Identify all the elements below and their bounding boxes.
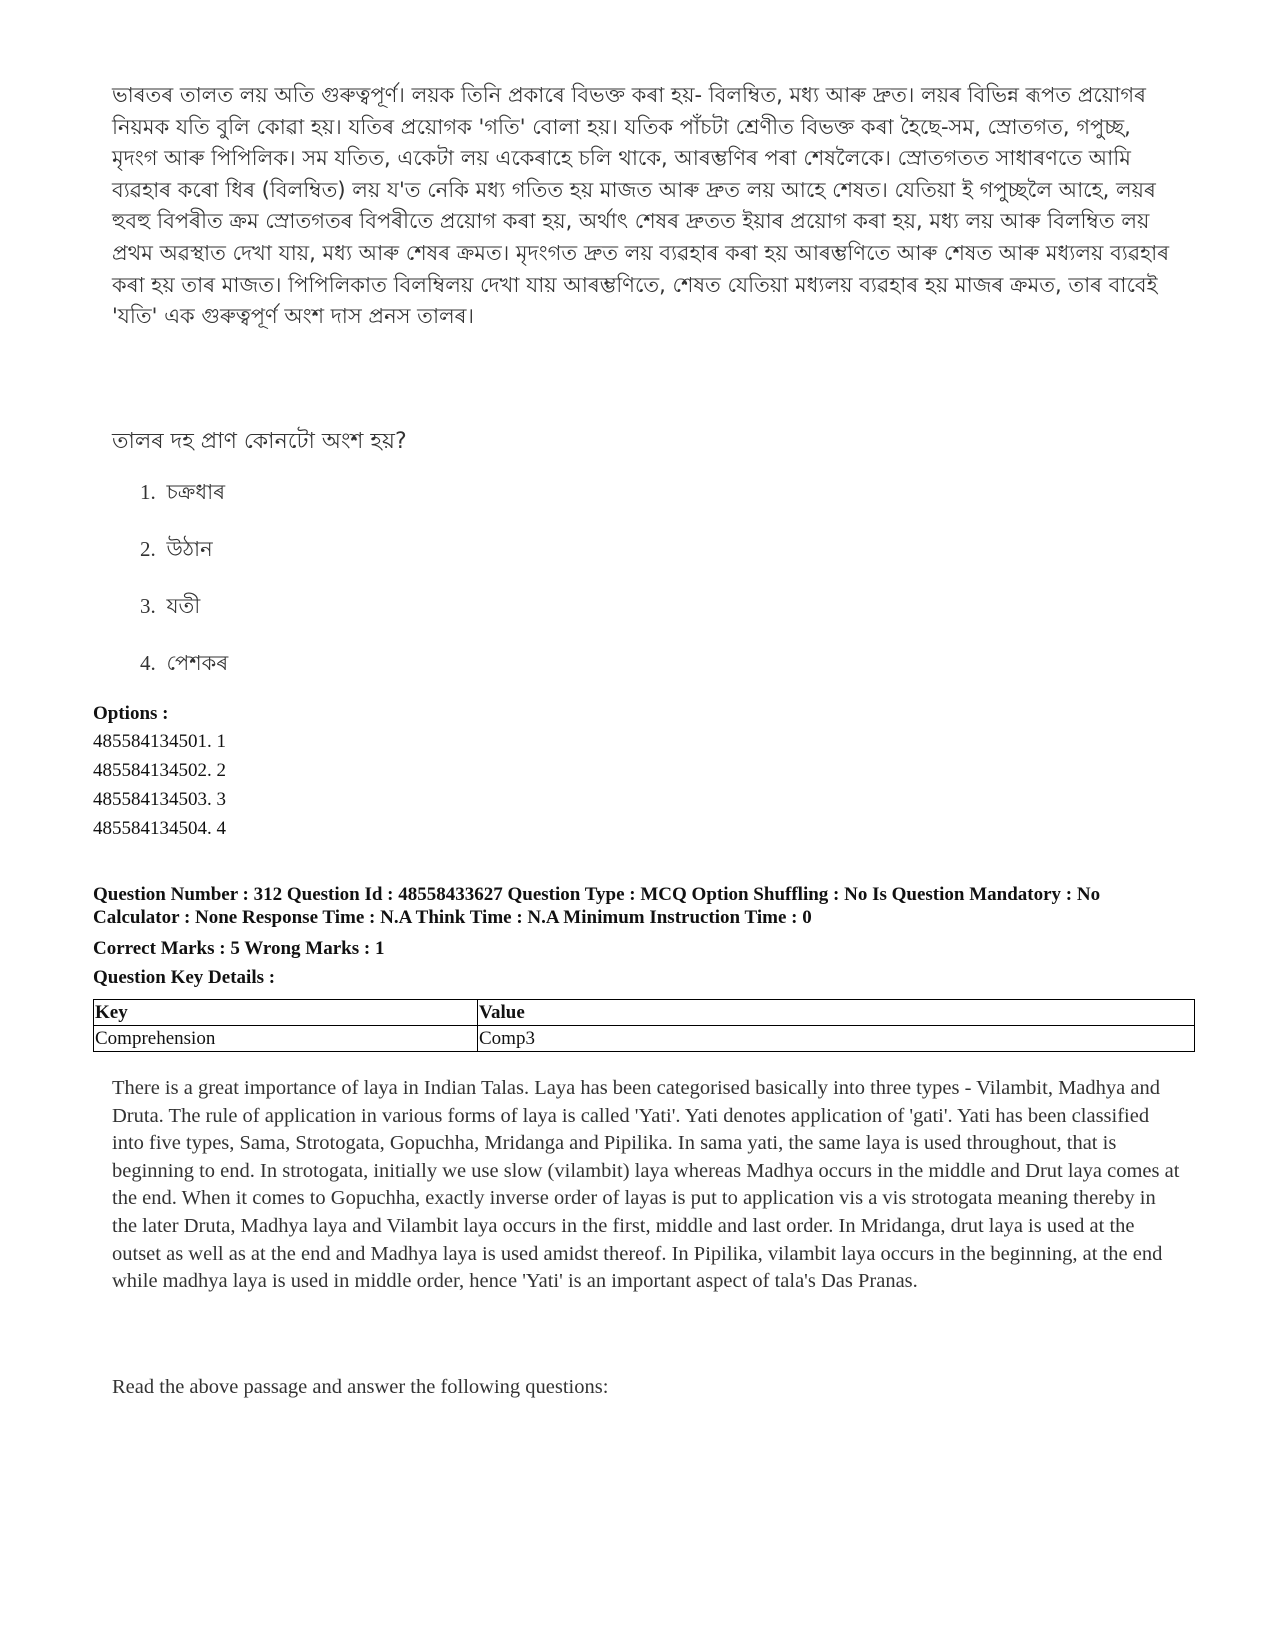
choice-text: চক্ৰধাৰ <box>166 480 226 504</box>
choice-number: 4. <box>140 651 156 675</box>
table-header-row <box>94 1000 1195 1026</box>
choice-item <box>140 533 228 590</box>
cell-value: Comp3 <box>478 1026 1195 1052</box>
key-details-heading: Question Key Details : <box>93 967 276 988</box>
table-row <box>94 1026 1195 1052</box>
instruction-text: Read the above passage and answer the following questions: <box>112 1376 609 1398</box>
header-key: Key <box>94 1000 478 1026</box>
choice-item <box>140 647 228 704</box>
option-id-item: 485584134504. 4 <box>93 818 226 839</box>
key-details-table <box>93 999 1195 1052</box>
cell-key: Comprehension <box>94 1026 478 1052</box>
choice-number: 3. <box>140 594 156 618</box>
choice-text: পেশকৰ <box>166 651 229 675</box>
choice-item <box>140 590 228 647</box>
option-id-item: 485584134501. 1 <box>93 731 226 752</box>
header-value: Value <box>478 1000 1195 1026</box>
answer-choices <box>140 476 228 704</box>
option-id-list <box>93 731 226 847</box>
choice-number: 1. <box>140 480 156 504</box>
options-heading: Options : <box>93 703 169 724</box>
choice-number: 2. <box>140 537 156 561</box>
question-text: তালৰ দহ প্ৰাণ কোনটো অংশ হয়? <box>112 429 407 454</box>
choice-item <box>140 476 228 533</box>
choice-text: যতী <box>166 594 201 618</box>
english-passage: There is a great importance of laya in Indian Talas. Laya has been categorised basically into three types - Vilambit, Madhya and Druta. The rule of application in various forms of laya is called 'Yati'. Yati denotes application of 'gati'. Yati has been classified into five types, Sama, Strotogata, Gopuchha, Mridanga and Pipilika. In sama yati, the same laya is used throughout, that is beginning to end. In strotogata, initially we use slow (vilambit) laya whereas Madhya occurs in the middle and Drut laya comes at the end. When it comes to Gopuchha, exactly inverse order of layas is put to application vis a vis strotogata meaning thereby in the later Druta, Madhya laya and Vilambit laya occurs in the first, middle and last order. In Mridanga, drut laya is used at the outset as well as at the end and Madhya laya is used amidst thereof. In Pipilika, vilambit laya occurs in the beginning, at the end while madhya laya is used in middle order, hence 'Yati' is an important aspect of tala's Das Pranas. <box>112 1077 1180 1293</box>
question-metadata: Question Number : 312 Question Id : 48558433627 Question Type : MCQ Option Shuffling : No Is Question Mandatory : No Calculator : None Response Time : N.A Think Time : N.A Minimum Instruction Time : 0 <box>93 884 1101 928</box>
option-id-item: 485584134502. 2 <box>93 760 226 781</box>
marks-line: Correct Marks : 5 Wrong Marks : 1 <box>93 938 385 959</box>
option-id-item: 485584134503. 3 <box>93 789 226 810</box>
choice-text: উঠান <box>166 537 213 561</box>
assamese-passage: ভাৰতৰ তালত লয় অতি গুৰুত্বপূৰ্ণ। লয়ক তিনি প্ৰকাৰে বিভক্ত কৰা হয়- বিলম্বিত, মধ্য আৰু দ্ৰুত। লয়ৰ বিভিন্ন ৰূপত প্ৰয়োগৰ নিয়মক যতি বুলি কোৱা হয়। যতিৰ প্ৰয়োগক 'গতি' বোলা হয়। যতিক পাঁচটা শ্ৰেণীত বিভক্ত কৰা হৈছে-সম, স্ৰোতগত, গপুচ্ছ, মৃদংগ আৰু পিপিলিক। সম যতিত, একেটা লয় একেৰাহে চলি থাকে, আৰম্ভণিৰ পৰা শেষলৈকে। স্ৰোতগতত সাধাৰণতে আমি ব্যৱহাৰ কৰো ধিৰ (বিলম্বিত) লয় য'ত নেকি মধ্য গতিত হয় মাজত আৰু দ্ৰুত লয় আহে শেষত। যেতিয়া ই গপুচ্ছলৈ আহে, লয়ৰ হুবহু বিপৰীত ক্ৰম স্ৰোতগতৰ বিপৰীতে প্ৰয়োগ কৰা হয়, অৰ্থাৎ শেষৰ দ্ৰুতত ইয়াৰ প্ৰয়োগ কৰা হয়, মধ্য লয় আৰু বিলম্বিত লয় প্ৰথম অৱস্থাত দেখা যায়, মধ্য আৰু শেষৰ ক্ৰমত। মৃদংগত দ্ৰুত লয় ব্যৱহাৰ কৰা হয় আৰম্ভণিতে আৰু শেষত আৰু মধ্যলয় ব্যৱহাৰ কৰা হয় তাৰ মাজত। পিপিলিকাত বিলম্বিলয় দেখা যায় আৰম্ভণিতে, শেষত যেতিয়া মধ্যলয় ব্যৱহাৰ হয় মাজৰ ক্ৰমত, তাৰ বাবেই 'যতি' এক গুৰুত্বপূৰ্ণ অংশ দাস প্ৰনস তালৰ। <box>112 83 1170 329</box>
